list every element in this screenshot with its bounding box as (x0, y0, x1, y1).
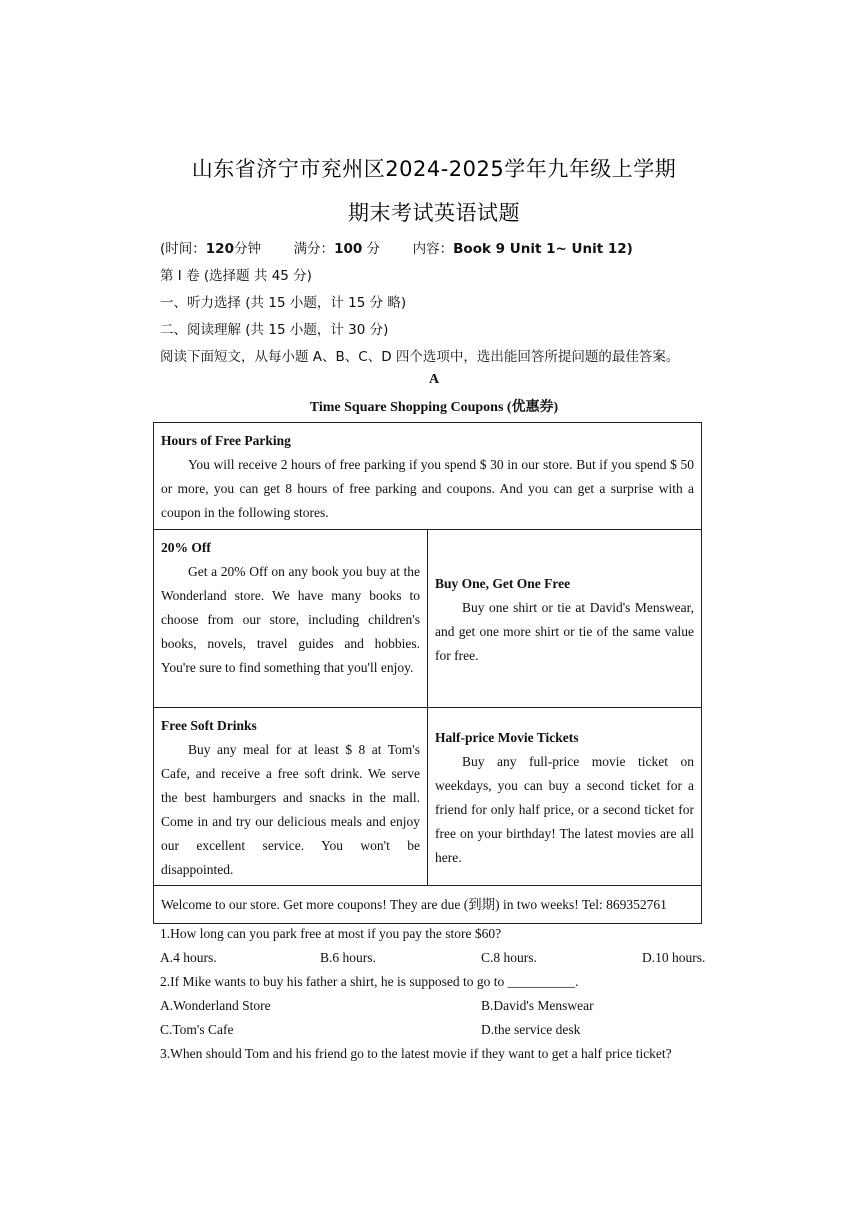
page-title-line1: 山东省济宁市兖州区2024-2025学年九年级上学期 (191, 157, 677, 181)
content-value: Book 9 Unit 1~ Unit 12) (453, 241, 633, 257)
score-unit: 分 (366, 241, 381, 257)
exam-meta (160, 237, 633, 257)
question-1-option-a: A.4 hours. (160, 950, 217, 965)
question-1-option-c: C.8 hours. (481, 950, 537, 965)
question-1-option-b: B.6 hours. (320, 950, 376, 965)
question-2-option-b: B.David's Menswear (481, 998, 594, 1013)
score-label: 满分： (293, 241, 335, 257)
content-label: 内容： (412, 241, 454, 257)
question-3-stem: 3.When should Tom and his friend go to the latest movie if they want to get a half price ticket? (160, 1046, 672, 1061)
question-2-option-c: C.Tom's Cafe (160, 1022, 234, 1037)
coupon-discount-body: Get a 20% Off on any book you buy at the Wonderland store. We have many books to choose from our store, including children's books, novels, travel guides and hobbies. You're sure to find something that you'll enjoy. (161, 564, 420, 675)
passage-letter: A (428, 372, 440, 387)
page-title-line2: 期末考试英语试题 (348, 201, 520, 225)
score-value: 100 (334, 241, 363, 257)
time-value: 120 (205, 241, 234, 257)
coupon-footer-text: Welcome to our store. Get more coupons! They are due (到期) in two weeks! Tel: 869352761 (161, 897, 667, 912)
section-part1: 第 I 卷 (选择题 共 45 分) (160, 268, 312, 284)
coupon-drinks (154, 708, 427, 885)
coupon-parking (154, 423, 701, 529)
question-2-stem: 2.If Mike wants to buy his father a shirt, he is supposed to go to __________. (160, 974, 579, 989)
section-listening: 一、听力选择 (共 15 小题，计 15 分 略) (160, 295, 407, 311)
coupon-parking-body: You will receive 2 hours of free parking if you spend $ 30 in our store. But if you spend $ 50 or more, you can get 8 hours of free parking and coupons. And you can get a surprise with a coupon in the following stores. (161, 457, 694, 520)
coupon-table (153, 422, 702, 924)
time-label: (时间： (160, 241, 206, 257)
section-reading: 二、阅读理解 (共 15 小题，计 30 分) (160, 322, 389, 338)
coupon-drinks-heading: Free Soft Drinks (161, 718, 257, 733)
time-unit: 分钟 (233, 241, 261, 257)
reading-instruction: 阅读下面短文，从每小题 A、B、C、D 四个选项中，选出能回答所提问题的最佳答案。 (160, 349, 680, 365)
coupon-parking-heading: Hours of Free Parking (161, 433, 291, 448)
question-1-stem: 1.How long can you park free at most if you pay the store $60? (160, 926, 502, 941)
coupon-discount-heading: 20% Off (161, 540, 211, 555)
coupon-discount (154, 530, 427, 707)
question-2-option-d: D.the service desk (481, 1022, 581, 1037)
coupon-bogo-body: Buy one shirt or tie at David's Menswear, and get one more shirt or tie of the same value for free. (435, 600, 694, 663)
coupon-movie-body: Buy any full-price movie ticket on weekdays, you can buy a second ticket for a friend for only half price, or a second ticket for free on your birthday! The latest movies are all here. (435, 754, 694, 865)
coupon-movie (428, 708, 701, 885)
coupon-bogo-heading: Buy One, Get One Free (435, 576, 571, 591)
coupon-footer (154, 886, 701, 923)
coupon-drinks-body: Buy any meal for at least $ 8 at Tom's Cafe, and receive a free soft drink. We serve the best hamburgers and snacks in the mall. Come in and try our delicious meals and enjoy our excellent service. You won't be disappointed. (161, 742, 420, 877)
question-2-option-a: A.Wonderland Store (160, 998, 271, 1013)
passage-title: Time Square Shopping Coupons (优惠券) (309, 400, 559, 415)
coupon-bogo (428, 530, 701, 707)
question-1-option-d: D.10 hours. (642, 950, 706, 965)
coupon-movie-heading: Half-price Movie Tickets (435, 730, 579, 745)
